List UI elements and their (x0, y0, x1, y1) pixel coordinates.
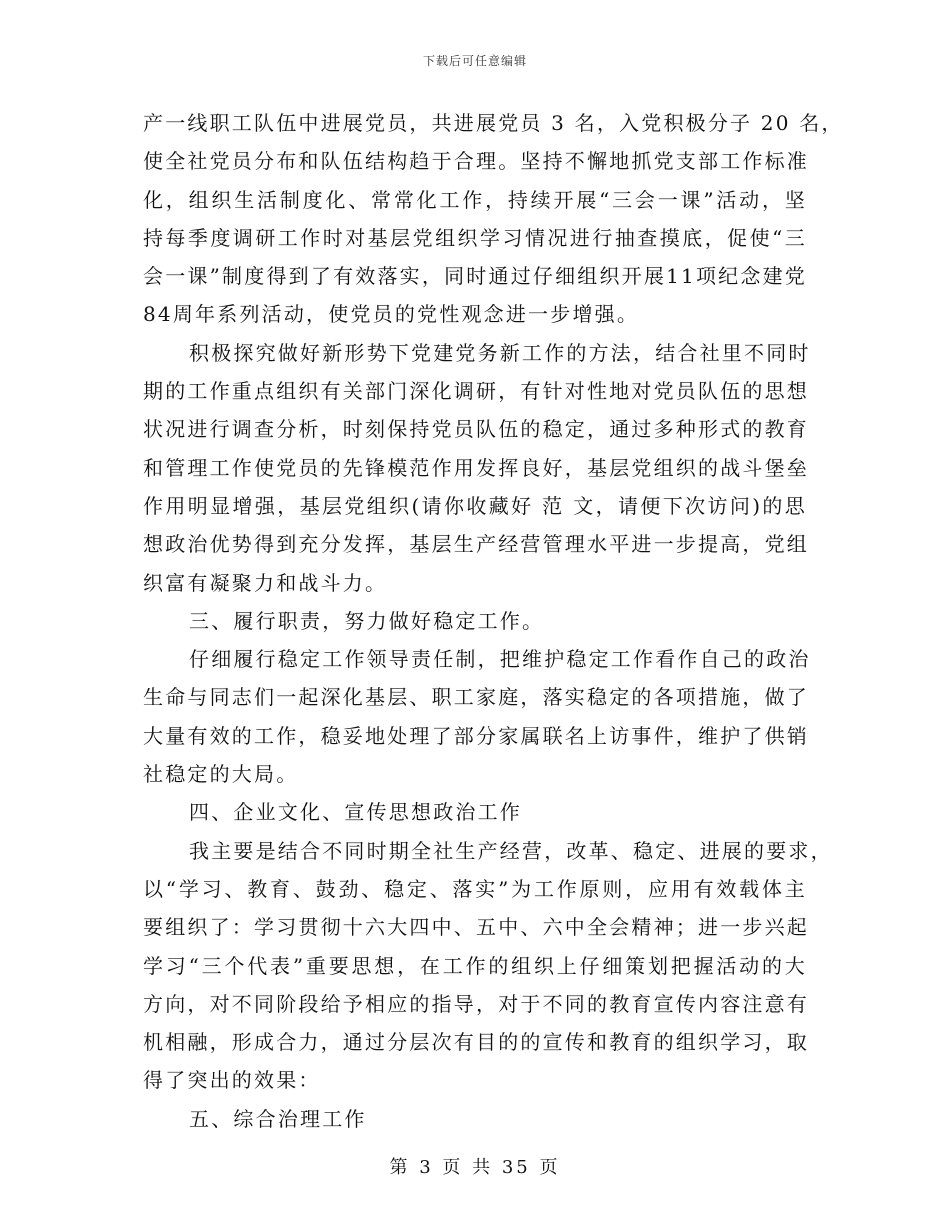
body-line: 学习“三个代表”重要思想，在工作的组织上仔细策划把握活动的大 (143, 953, 807, 978)
body-line: 想政治优势得到充分发挥，基层生产经营管理水平进一步提高，党组 (143, 532, 809, 557)
page-header: 下载后可任意编辑 (422, 54, 527, 68)
page-number-footer: 第 3 页 共 35 页 (389, 1157, 561, 1178)
body-line: 以“学习、教育、鼓劲、稳定、落实”为工作原则，应用有效载体主 (143, 876, 807, 901)
body-line: 持每季度调研工作时对基层党组织学习情况进行抽查摸底，促使“三 (143, 225, 807, 250)
body-line: 作用明显增强，基层党组织(请你收藏好 范 文，请便下次访问)的思 (143, 493, 807, 518)
body-line: 和管理工作使党员的先锋模范作用发挥良好，基层党组织的战斗堡垒 (143, 455, 809, 480)
body-line: 机相融，形成合力，通过分层次有目的的宣传和教育的组织学习，取 (143, 1030, 809, 1055)
body-line: 会一课”制度得到了有效落实，同时通过仔细组织开展11项纪念建党 (143, 264, 807, 289)
body-line: 得了突出的效果： (143, 1068, 321, 1093)
body-line: 化，组织生活制度化、常常化工作，持续开展“三会一课”活动，坚 (143, 187, 807, 212)
section-heading: 五、综合治理工作 (189, 1106, 367, 1131)
body-line: 大量有效的工作，稳妥地处理了部分家属联名上访事件，维护了供销 (143, 723, 809, 748)
body-line: 状况进行调查分析，时刻保持党员队伍的稳定，通过多种形式的教育 (143, 417, 809, 442)
body-line: 期的工作重点组织有关部门深化调研，有针对性地对党员队伍的思想 (143, 379, 809, 404)
paragraph-first-line: 仔细履行稳定工作领导责任制，把维护稳定工作看作自己的政治 (189, 647, 811, 672)
body-line: 要组织了：学习贯彻十六大四中、五中、六中全会精神；进一步兴起 (143, 915, 809, 940)
body-line: 方向，对不同阶段给予相应的指导，对于不同的教育宣传内容注意有 (143, 991, 809, 1016)
document-body (143, 104, 844, 1138)
body-line: 84周年系列活动，使党员的党性观念进一步增强。 (143, 302, 640, 327)
section-heading: 三、履行职责，努力做好稳定工作。 (189, 608, 545, 633)
paragraph-first-line: 积极探究做好新形势下党建党务新工作的方法，结合社里不同时 (189, 340, 811, 365)
body-line: 产一线职工队伍中进展党员，共进展党员 3 名，入党积极分子 20 名， (143, 111, 844, 135)
paragraph-first-line: 我主要是结合不同时期全社生产经营，改革、稳定、进展的要求， (189, 838, 833, 863)
section-heading: 四、企业文化、宣传思想政治工作 (189, 800, 522, 825)
body-line: 社稳定的大局。 (143, 762, 299, 787)
body-line: 使全社党员分布和队伍结构趋于合理。坚持不懈地抓党支部工作标准 (143, 149, 809, 174)
body-line: 织富有凝聚力和战斗力。 (143, 570, 388, 595)
body-line: 生命与同志们一起深化基层、职工家庭，落实稳定的各项措施，做了 (143, 685, 809, 710)
